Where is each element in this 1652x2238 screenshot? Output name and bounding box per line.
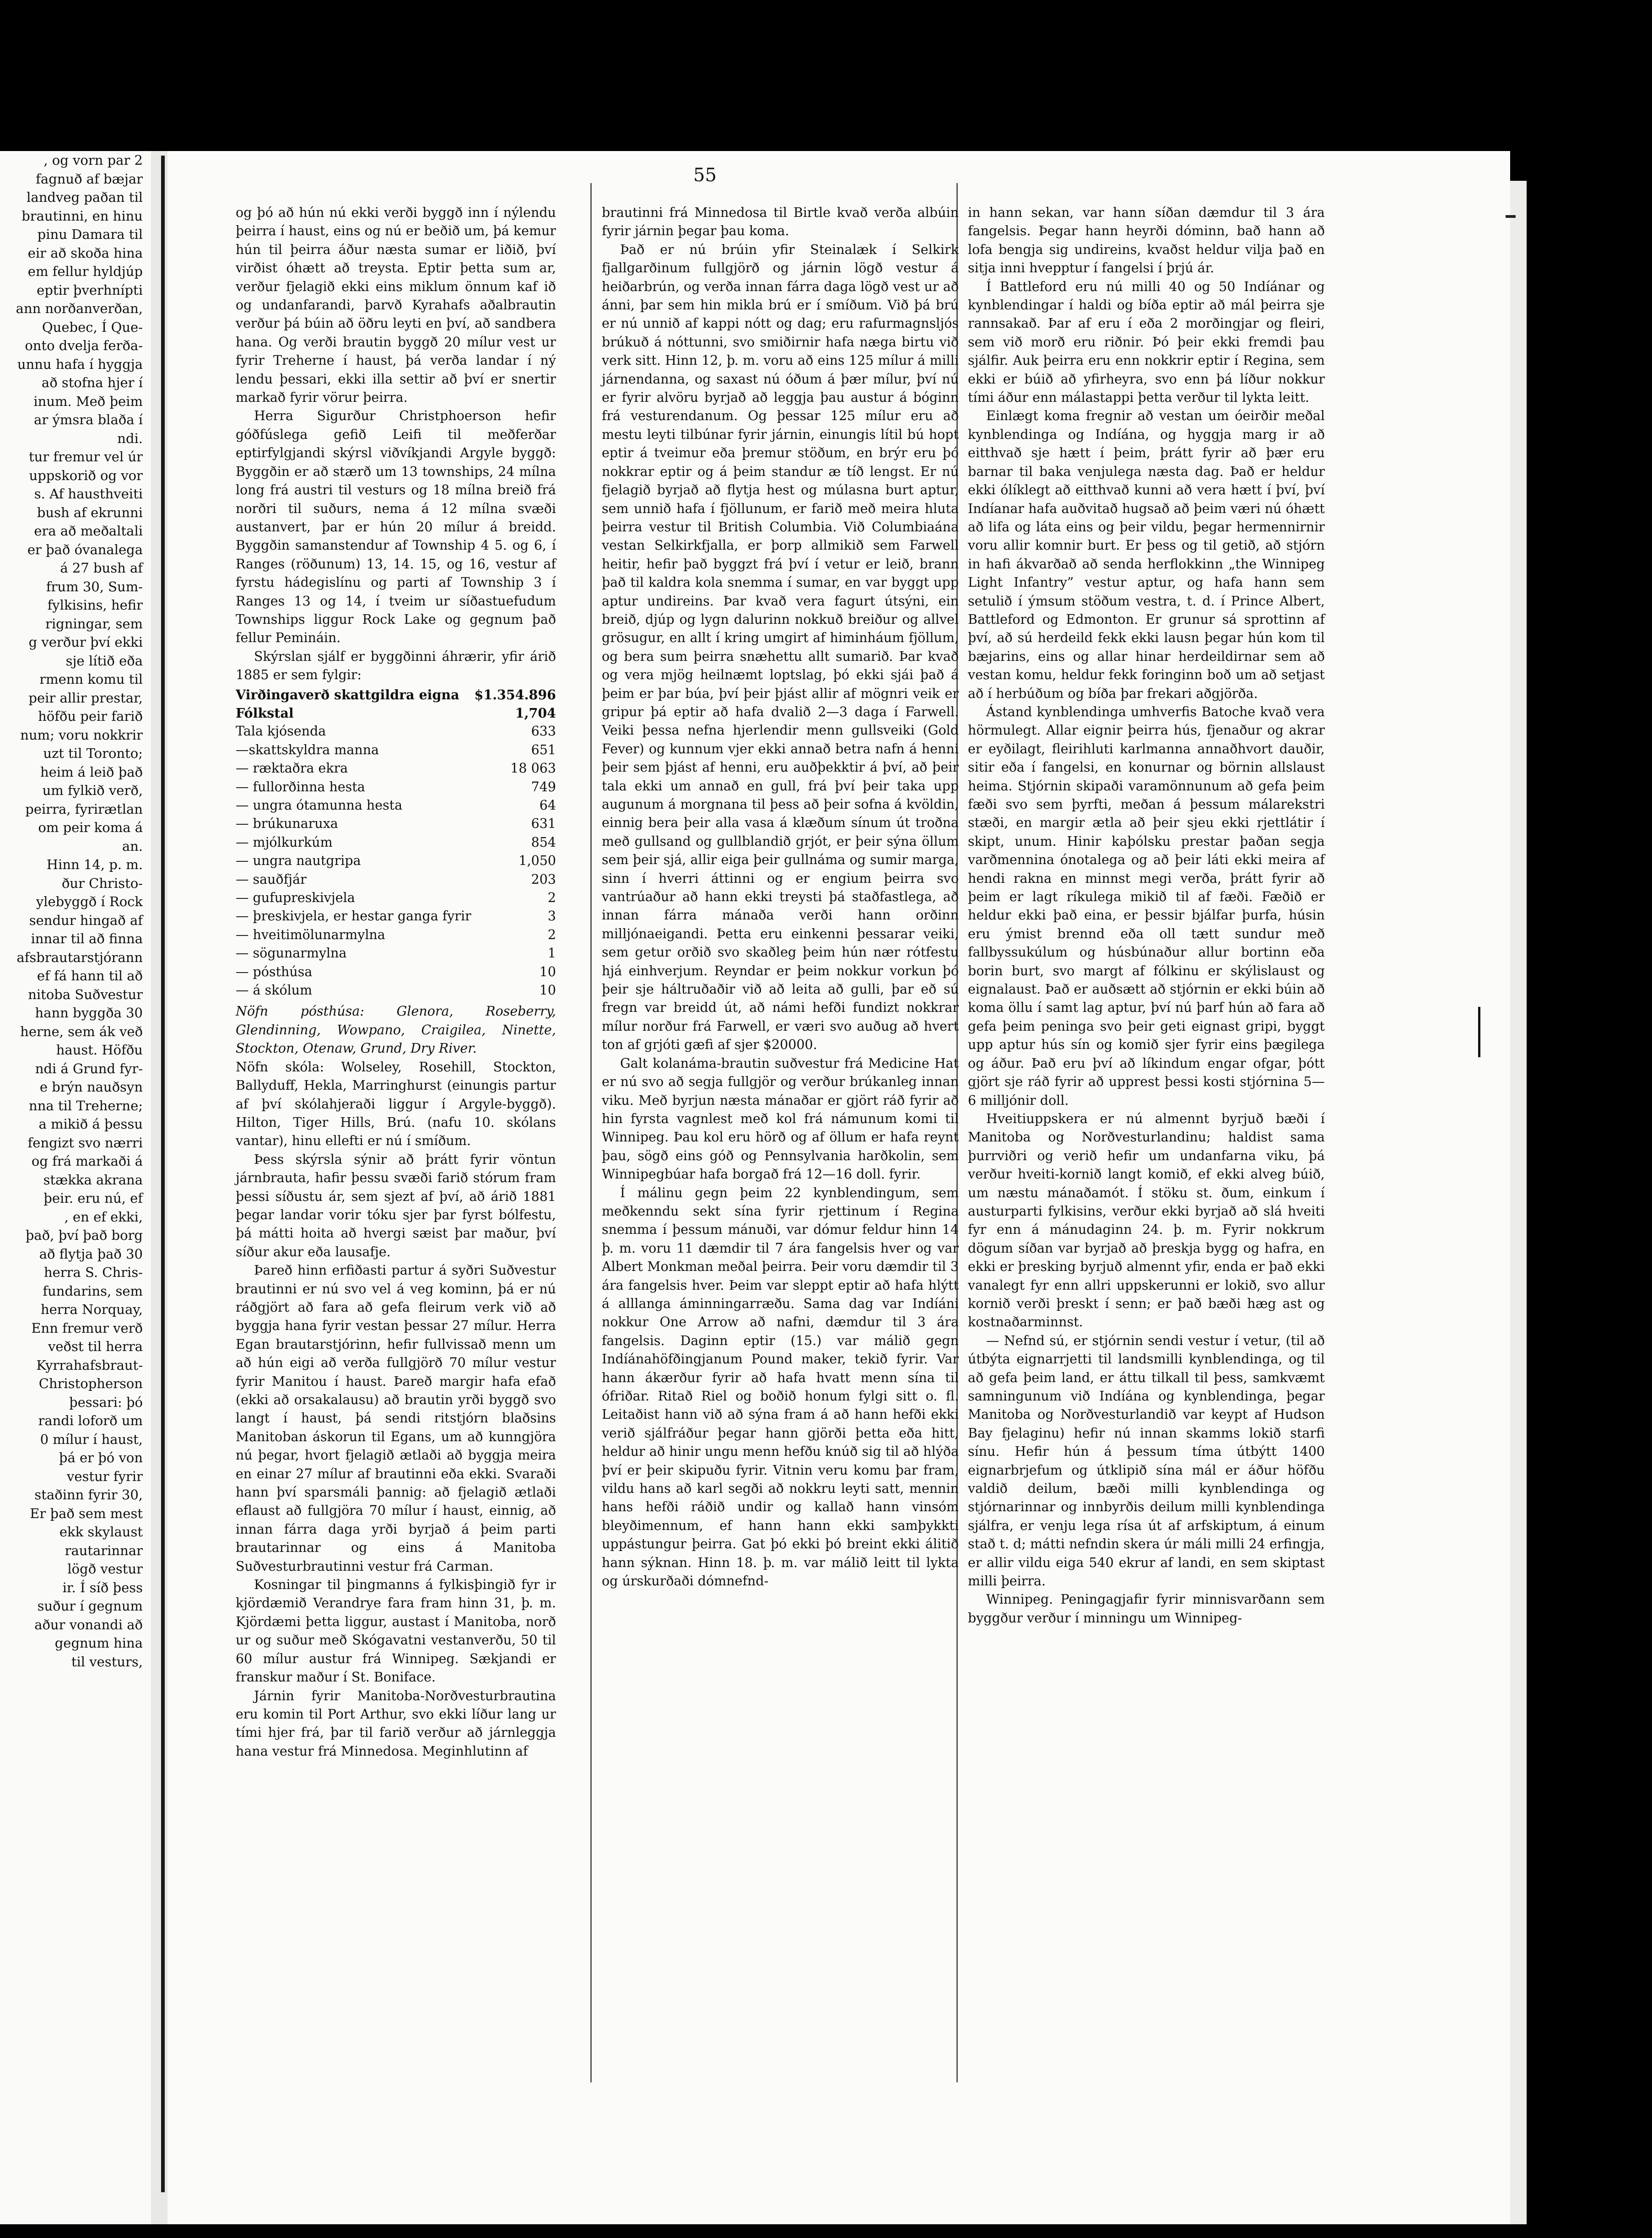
left-page-line: ar ýmsra blaða í: [34, 412, 143, 427]
stat-label: — ræktaðra ekra: [236, 761, 348, 776]
left-page-line: Christopherson: [38, 1376, 143, 1391]
left-page-line: sendur hingað af: [29, 912, 143, 928]
left-page-line: um fylkið verð,: [42, 783, 143, 798]
left-page-line: staðinn fyrir 30,: [34, 1487, 143, 1503]
left-page-line: veðst til herra: [48, 1339, 143, 1354]
left-page-line: þessari: þó: [69, 1394, 143, 1410]
stat-row: [236, 944, 556, 962]
stat-value: 651: [531, 742, 556, 757]
left-page-line: rmenn komu til: [39, 671, 143, 687]
paragraph: Herra Sigurður Christphoerson hefir góðfúslega gefið Leifi til meðferðar eptirfylgjandi skýrsl viðvíkjandi Argyle byggð: Byggðin er að stærð um 13 townships, 24 mílna long frá austri til vesturs og 18 mílna breið frá norðri til suðurs, nema á 12 mílna svæði austanvert, þar er hún 20 mílur á breidd. Byggðin samanstendur af Township 4 5. og 6, í Ranges (röðunum) 13, 14. 15, og 16, vestur af fyrstu hádegislínu og parti af Township 3 í Ranges 13 og 14, í tveim ur síðastuefudum Townships liggur Rock Lake og gegnum það fellur Pemináin.: [236, 408, 556, 646]
stat-label: — brúkunaruxa: [236, 816, 338, 832]
left-page-line: fengizt svo nærri: [27, 1135, 143, 1151]
left-page-line: em fellur hyldjúp: [27, 264, 143, 279]
left-page-line: á 27 bush af: [60, 560, 143, 576]
column-2: [602, 204, 959, 1590]
left-page-line: til vesturs,: [71, 1654, 143, 1670]
stat-label: — á skólum: [236, 983, 313, 998]
left-page-line: s. Af hausthveiti: [34, 486, 143, 502]
stat-row: [236, 741, 556, 759]
left-page-line: g verður því ekki: [28, 634, 143, 650]
left-page-line: þá er þó von: [59, 1450, 143, 1465]
page-edge: [1510, 181, 1527, 2224]
left-page-line: það, því það borg: [25, 1227, 143, 1243]
paragraph: Winnipeg. Peningagjafir fyrir minnisvarðann sem byggður verður í minningu um Winnipeg-: [968, 1592, 1325, 1626]
left-page-line: om peir koma á: [38, 820, 143, 835]
stat-row: [236, 815, 556, 833]
stat-value: 10: [539, 964, 556, 979]
left-page-line: hann byggða 30: [35, 1005, 143, 1021]
left-page-line: herne, sem ák veð: [20, 1023, 143, 1039]
page-gutter: [151, 151, 167, 2224]
stat-value: 1: [547, 946, 556, 961]
left-page-line: randi loforð um: [38, 1413, 143, 1428]
left-page-line: að stofna hjer í: [41, 375, 143, 390]
paragraph: Nöfn skóla: Wolseley, Rosehill, Stockton, Ballyduff, Hekla, Marringhurst (einungis partur af því skólahjeraði liggur í Argyle-byggð). Hilton, Tiger Hills, Brú. (nafu 10. skólans vantar), hinu ellefti er nú í smíðum.: [236, 1059, 556, 1149]
stat-label: Tala kjósenda: [236, 724, 326, 739]
left-page-line: vestur fyrir: [67, 1468, 143, 1484]
left-page-line: ndi á Grund fyr-: [35, 1060, 143, 1076]
stat-row: [236, 704, 556, 722]
left-page-line: e brýn nauðsyn: [39, 1079, 143, 1095]
left-page-line: nitoba Suðvestur: [28, 986, 143, 1002]
stat-value: 749: [531, 779, 556, 795]
stat-label: — ungra ótamunna hesta: [236, 798, 403, 813]
left-page-line: suður í gegnum: [37, 1598, 143, 1614]
stat-value: 633: [531, 724, 556, 739]
left-page-line: fundarins, sem: [43, 1283, 143, 1299]
left-page-line: , en ef ekki,: [64, 1209, 143, 1225]
paragraph: Hveitiuppskera er nú almennt byrjuð bæði í Manitoba og Norðvesturlandinu; haldist sama þurrviðri og verið hefir um undanfarna viku, þá verður hveiti-kornið langt komið, ef ekki alveg búið, um næstu mánaðamót. Í stöku st. ðum, einkum í austurparti fylkisins, verður ekki byrjað að slá hveiti fyr enn á mánudaginn 24. þ. m. Fyrir nokkrum dögum síðan var byrjað að þreskja bygg og hafra, en ekki er þresking byrjuð almennt yfir, enda er það ekki vanalegt fyr enn allri uppskerunni er lokið, svo allur kornið verði þreskt í senn; er það bæði hæg ast og kostnaðarminnst.: [968, 1111, 1325, 1330]
left-page-line: Er það sem mest: [30, 1505, 143, 1521]
paragraph: og þó að hún nú ekki verði byggð inn í nýlendu þeirra í haust, eins og nú er beðið um, þá kemur hún til þeirra áður næsta sumar er liðið, því virðist óhætt að treysta. Eptir þetta sum ar, verður fjelagið ekki eins miklum önnum kaf ið og undanfarandi, þarvð Kyrahafs aðalbrautin verður þá búin að öðru leyti en því, að sandbera hana. Og verði brautin byggð 20 mílur vest ur fyrir Treherne í haust, þá verða landar í ný lendu þessari, ekki illa settir að því er snertir markað fyrir vörur þeirra.: [236, 205, 556, 405]
stat-row: [236, 981, 556, 1000]
left-page-line: tur fremur vel úr: [28, 449, 143, 465]
stat-row: [236, 963, 556, 981]
left-page-line: rautarinnar: [65, 1542, 143, 1558]
left-page-line: innar til að finna: [31, 931, 143, 946]
column-rule: [590, 183, 592, 2082]
left-page-line: ekk skylaust: [59, 1524, 143, 1540]
left-page-line: peir allir prestar,: [28, 690, 143, 706]
stat-row: [236, 759, 556, 778]
left-page-line: er það óvanalega: [27, 541, 143, 557]
stat-row: [236, 833, 556, 852]
left-page-line: uppskorið og vor: [29, 467, 143, 483]
left-page-line: eptir þverhnípti: [37, 282, 143, 298]
stat-value: 18 063: [510, 761, 556, 776]
stat-value: 854: [531, 834, 556, 850]
left-page-line: frum 30, Sum-: [46, 578, 143, 595]
paragraph: in hann sekan, var hann síðan dæmdur til 3 ára fangelsis. Þegar hann heyrði dóminn, bað hann að lofa bengja sig undireins, kvaðst heldur vilja það en sitja inni hvepptur í fangelsi í þrjú ár.: [968, 205, 1325, 276]
stat-label: Virðingaverð skattgildra eigna: [236, 687, 459, 703]
left-page-line: 0 mílur í haust,: [40, 1431, 143, 1447]
stat-row: [236, 889, 556, 907]
left-page-line: aður vonandi að: [34, 1616, 143, 1633]
left-page-fragment: [0, 151, 151, 2224]
left-page-line: Quebec, Í Que-: [42, 319, 143, 335]
stat-row: [236, 870, 556, 889]
column-1: [236, 204, 556, 1761]
paragraph: Kosningar til þingmanns á fylkisþingið fyr ir kjördæmið Verandrye fara fram hinn 31, þ. m. Kjördæmi þetta liggur, austast í Manitoba, norð ur og suður með Skógavatni vestanverðu, 50 til 60 mílur austur frá Winnipeg. Sækjandi er franskur maður í St. Boniface.: [236, 1577, 556, 1685]
left-page-line: uzt til Toronto;: [43, 746, 143, 761]
left-page-line: nna til Treherne;: [29, 1097, 143, 1114]
stat-value: 631: [531, 816, 556, 832]
left-page-line: Kyrrahafsbraut-: [36, 1357, 143, 1373]
paragraph: Í Battleford eru nú milli 40 og 50 Indíánar og kynblendingar í haldi og bíða eptir að mál þeirra sje rannsakað. Þar af eru í eða 2 morðingjar og fleiri, sem við morð eru riðnir. Þó þeir ekki fremdi þau sjálfir. Auk þeirra eru enn nokkrir eptir í Regina, sem ekki er búið að yfirheyra, svo enn þá líður nokkur tími áður enn málastappi þetta verður til lykta leitt.: [968, 279, 1325, 405]
left-page-line: Hinn 14, p. m.: [46, 857, 143, 872]
left-page-line: stækka akrana: [43, 1172, 143, 1188]
paragraph: Það er nú brúin yfir Steinalæk í Selkirk fjallgarðinum fullgjörð og járnin lögð vestur á heiðarbrún, og verða innan fárra daga lögð vest ur að ánni, þar sem hin mikla brú er í smíðum. Við þá brú er nú unnið af kappi nótt og dag; eru rafurmagnsljós brúkuð á nóttunni, svo smiðirnir hafa næga birtu við verk sitt. Hinn 12, þ. m. voru að eins 125 mílur á milli járnendanna, og saxast nú óðum á þær mílur, því nú er fyrir alvöru byrjað að leggja þau austur á bóginn frá vesturendanum. Og þessar 125 mílur eru að mestu leyti tilbúnar fyrir járnin, einungis lítil bú hopt eptir á tveimur eða þremur stöðum, en brýr eru þó nokkrar eptir og á þeim standur æ tíð lengst. Er nú fjelagið byrjað að flytja hest og múlasna burt aptur, sem unnið hafa í fjöllunum, er farið með meira hluta þeirra vestur til British Columbia. Við Columbiaána vestan Selkirkfjalla, er þorp allmikið sem Farwell heitir, hefir það byggzt frá því í vetur er leið, brann það til kaldra kola snemma í sumar, en var byggt upp aptur undireins. Þar kvað vera fagurt útsýni, ein breið, djúp og lygn dalurinn nokkuð breiður og allvel grösugur, en allt í kring umgirt af himinháum fjöllum, og bera sum þeirra snæhettu allt sumarið. Þar kvað og vera mjög heilnæmt loptslag, þó ekki sjái það á þeim er þar búa, því þeir þjást allir af mögnri veik er gripur þá eptir að hafa dvalið 2—3 daga í Farwell. Veiki þessa nefna hjerlendir menn gullsveiki (Gold Fever) og kunnum vjer ekki annað betra nafn á henni þeir sem þjást af henni, eru auðþekktir á því, að þeir tala ekki um annað en gull, frá því þeir taka upp augunum á morgnana til þess að þeir sofna á kvöldin, einnig bera þeir alla vasa á klæðum sínum út troðna með gullsand og gullblandið grjót, er þeir sýna öllum sem þeir sjá, allir eiga þeir gullnáma og sumir marga, sinn í hverri áttinni og er engium þeirra svo vantrúaður að hann ekki treysti þá staðfastlega, að innan fárra mánaða verði hann orðinn milljónaeigandi. Þetta eru einkenni þessarar veiki, sem getur orðið svo skaðleg þeim hún nær rótfestu hjá einhverjum. Reyndar er þeim nokkur vorkun þó þeir sje háltruðaðir við að leita að gulli, þar eð sú fregn var breidd út, að námi hefði fundizt nokkrar mílur norður frá Farwell, er væri svo auðug að hvert ton af grjóti gæfi af sjer $20000.: [602, 242, 959, 1053]
left-page-line: ður Christo-: [61, 875, 143, 891]
stat-label: — þreskivjela, er hestar ganga fyrir: [236, 908, 471, 924]
left-page-line: höfðu peir farið: [38, 708, 143, 724]
stat-row: [236, 926, 556, 944]
left-page-line: fagnuð af bæjar: [36, 171, 143, 187]
paragraph: brautinni frá Minnedosa til Birtle kvað verða albúin fyrir járnin þegar þau koma.: [602, 205, 959, 239]
stat-row: [236, 722, 556, 741]
left-page-line: að flytja það 30: [39, 1246, 143, 1262]
paragraph: Galt kolanáma-brautin suðvestur frá Medicine Hat er nú svo að segja fullgjör og verður brúkanleg innan viku. Með byrjun næsta mánaðar er gjört ráð fyrir að hin fyrsta vagnlest með kol frá námunum komi til Winnipeg. Þau kol eru hörð og af öllum er hafa reynt þau, sögð eins góð og Pennsylvania harðkolin, sem Winnipegbúar hafa borgað frá 12—16 doll. fyrir.: [602, 1055, 959, 1182]
left-page-line: eir að skoða hina: [27, 245, 143, 261]
left-page-line: rigningar, sem: [45, 616, 143, 632]
left-page-line: ir. Í síð þess: [62, 1579, 143, 1595]
stat-label: — sögunarmylna: [236, 946, 347, 961]
paragraph: Ástand kynblendinga umhverfis Batoche kvað vera hörmulegt. Allar eignir þeirra hús, fjenaður og akrar er eyðilagt, fleirihluti karlmanna annaðhvort dauðir, sitir eða í fangelsi, en konurnar og börnin allslaust heima. Stjórnin skipaði varamönnunum að gefa þeim fæði svo sem þyrfti, meðan á þessum málarekstri stæði, en margir ætla að þeir sjeu ekki rjettlátir í skipt, unum. Hinir kaþólsku prestar þaðan segja varðmennina ónotalega og að þeir láti ekki meira af hendi rakna en minnst megi verða, þrátt fyrir að þeim er lagt ríkulega mikið til af fæði. Fæðið er heldur ekki það eina, er þessir bjálfar þurfa, húsin eru ýmist brennd eða oll tætt sundur með fallbyssukúlum og húsbúnaður allur bortinn eða borin burt, svo margt af fólkinu er skýlislaust og eignalaust. Það er auðsætt að stjórnin er ekki búin að koma öllu í samt lag aptur, því nú þarf hún að fara að gefa þeim peninga svo þeir geti eignast gripi, byggt upp aptur hús sín og komið sjer fyrir eins þægilega og áður. Það eru því að líkindum engar ofgar, þótt gjört sje ráð fyrir að upprest þessi kosti stjórnina 5—6 milljónir doll.: [968, 704, 1325, 1108]
stat-label: — mjólkurkúm: [236, 834, 333, 850]
paragraph: Járnin fyrir Manitoba-Norðvesturbrautina eru komin til Port Arthur, svo ekki líður lang ur tími hjer frá, þar til farið verður að járnleggja hana vestur frá Minnedosa. Meginhlutinn af: [236, 1688, 556, 1759]
stat-row: [236, 686, 556, 704]
left-page-line: landveg paðan til: [27, 189, 143, 205]
left-page-line: , og vorn par 2: [43, 152, 143, 168]
stat-label: — sauðfjár: [236, 871, 307, 887]
edge-mark: [1506, 215, 1516, 218]
left-page-line: ef fá hann til að: [37, 968, 143, 984]
left-page-line: an.: [122, 838, 143, 854]
left-page-line: þeir. eru nú, ef: [43, 1190, 143, 1206]
paragraph: Þareð hinn erfiðasti partur á syðri Suðvestur brautinni er nú svo vel á veg kominn, þá er nú ráðgjört að fara að gefa fleirum verk við að byggja hana fyrir vestan þessar 27 mílur. Herra Egan brautarstjórinn, hefir fullvissað menn um að hún eigi að verða fullgjörð 70 mílur vestur fyrir Manitou í haust. Þareð margir hafa efað (ekki að orsakalausu) að brautin yrði byggð svo langt í haust, þá sendi ritstjórn blaðsins Manitoban áskorun til Egans, um að kunngjöra nú þegar, hvort fjelagið ætlaði að byggja meira en einar 27 mílur af brautinni eða ekki. Svaraði hann því sparsmáli þannig: að fjelagið ætlaði eflaust að fullgjöra 70 mílur í haust, einnig, að innan fárra daga yrði byrjað á þeim parti brautarinnar og eins á Manitoba Suðvesturbrautinni vestur frá Carman.: [236, 1263, 556, 1574]
stat-value: 2: [547, 927, 556, 942]
paragraph: Nöfn pósthúsa: Glenora, Roseberry, Glendinning, Wowpano, Craigilea, Ninette, Stockton, Otenaw, Grund, Dry River.: [236, 1004, 556, 1056]
left-page-line: onto dvelja ferða-: [25, 338, 143, 353]
left-page-line: a mikið á þessu: [38, 1116, 143, 1132]
stat-row: [236, 907, 556, 925]
left-page-line: haust. Höfðu: [56, 1042, 143, 1058]
binding-rule: [161, 156, 165, 2192]
paragraph: Þess skýrsla sýnir að þrátt fyrir vöntun járnbrauta, hafir þessu svæði farið stórum fram þessi síðustu ár, sem sjezt af því, að árið 1881 þegar landar vorir tóku sjer þar fyrst bólfestu, þá mátti hoita að hvergi sæist þar maður, því síður akur eða lausafje.: [236, 1151, 556, 1260]
left-page-line: heim á leið það: [40, 764, 143, 780]
stat-value: 1,050: [518, 853, 556, 869]
stat-label: — pósthúsa: [236, 964, 313, 979]
left-page-line: ylebyggð í Rock: [36, 894, 143, 909]
stat-row: [236, 778, 556, 796]
stat-value: 3: [547, 908, 556, 924]
left-page-line: era að meðaltali: [34, 523, 143, 539]
stat-value: 2: [547, 890, 556, 906]
stat-row: [236, 796, 556, 815]
stat-value: 10: [539, 983, 556, 998]
left-page-line: num; voru nokkrir: [20, 727, 143, 743]
column-3: [968, 204, 1325, 1627]
page-number: 55: [693, 165, 717, 186]
paragraph: Einlægt koma fregnir að vestan um óeirðir meðal kynblendinga og Indíána, og hyggja marg ir að eitthvað sje hætt í þeim, þrátt fyrir að þær eru barnar til baka venjulega næsta dag. Það er heldur ekki ólíklegt að eitthvað kunni að vera hætt í því, því Indíanar hafa auðvitað hugsað að þeim væri nú óhætt að lifa og láta eins og þeir vildu, þegar hermennirnir voru allir komnir burt. Er þess og til getið, að stjórn in hafi ákvarðað að senda herflokkinn „the Winnipeg Light Infantry” vestur aptur, og hafa hann sem setulið í ýmsum stöðum vestra, t. d. í Prince Albert, Battleford og Edmonton. Er grunur sá sprottinn af því, að sú herdeild fekk ekki lausn þegar hún kom til bæjarins, eins og allar hinar herdeildirnar sem að vestan komu, heldur fekk foringinn boð um að setjast að í herbúðum og bíða þar frekari aðgjörða.: [968, 408, 1325, 701]
left-page-line: herra S. Chris-: [43, 1265, 143, 1280]
stat-label: —skattskyldra manna: [236, 742, 379, 757]
stat-label: — gufupreskivjela: [236, 890, 355, 906]
left-page-line: pinu Damara til: [37, 227, 143, 242]
paragraph: Í málinu gegn þeim 22 kynblendingum, sem meðkenndu sekt sína fyrir rjettinum í Regina snemma í þessum mánuði, var dómur feldur hinn 14 þ. m. voru 11 dæmdir til 7 ára fangelsis hver og var Albert Monkman meðal þeirra. Þeir voru dæmdir til 3 ára fangelsis hver. Þeim var sleppt eptir að hafa hlýtt á alllanga áminningarræðu. Sama dag var Indíáni nokkur One Arrow að nafni, dæmdur til 3 ára fangelsis. Daginn eptir (15.) var málið gegn Indíánahöfðingjanum Pound maker, tekið fyrir. Var hann ákærður fyrir að hafa hvatt menn sína til ófriðar. Ritað Riel og boðið honum fylgi sitt o. fl. Leitaðist hann við að sýna fram á að hann hefði ekki verið sjálfráður þegar hann gjörði þetta eða hitt, heldur að hinir ungu menn hefðu knúð sig til að hlýða því er þeir skipuðu fyrir. Vitnin veru komu þar fram, vildu hans að karl segði að nokkru leyti satt, mennin hans hefði ráðið undir og kallað hann vinsóm bleyðimennum, ef hann hann ekki samþykkti uppástungur þeirra. Gat þó ekki þó breint ekki álitið hann sýknan. Hinn 18. þ. m. var málið leitt til lykta og úrskurðaði dómnefnd-: [602, 1185, 959, 1589]
left-page-line: og frá markaði á: [31, 1153, 143, 1169]
stat-value: $1.354.896: [474, 687, 556, 703]
left-page-line: afsbrautarstjórann: [16, 949, 143, 965]
left-page-line: Enn fremur verð: [31, 1320, 143, 1336]
stat-value: 203: [531, 871, 556, 887]
margin-mark: [1478, 1007, 1480, 1057]
left-page-line: lögð vestur: [67, 1561, 143, 1577]
stat-label: — fullorðinna hesta: [236, 779, 365, 795]
paragraph: Skýrslan sjálf er byggðinni áhrærir, yfir árið 1885 er sem fylgir:: [236, 649, 556, 683]
left-page-line: peirra, fyrirætlan: [25, 801, 143, 817]
left-page-line: fylkisins, hefir: [47, 597, 143, 613]
stat-row: [236, 852, 556, 870]
stat-value: 64: [539, 798, 556, 813]
left-page-line: unnu hafa í hyggja: [17, 356, 143, 372]
stat-value: 1,704: [515, 705, 556, 721]
left-page-line: ndi.: [117, 430, 143, 446]
statistics-table: [236, 686, 556, 1000]
stat-label: — hveitimölunarmylna: [236, 927, 385, 942]
left-page-line: inum. Með þeim: [33, 393, 143, 409]
left-page-line: herra Norquay,: [40, 1302, 143, 1317]
left-page-line: sje lítið eða: [65, 653, 143, 669]
stat-label: — ungra nautgripa: [236, 853, 361, 869]
left-page-line: gegnum hina: [54, 1635, 143, 1651]
paragraph: — Nefnd sú, er stjórnin sendi vestur í vetur, (til að útbýta eignarrjetti til landsmilli kynblendinga, og til að gefa þeim land, er áttu tilkall til þess, samkvæmt samningunum við Indíána og kynblendinga, þegar Manitoba og Norðvesturlandið var keypt af Hudson Bay fjelaginu) hefir nú innan skamms lokið starfi sínu. Hefir hún á þessum tíma útbýtt 1400 eignarbrjefum og útklipið sína mál er áður höfðu valdið deilum, bæði milli kynblendinga og stjórnarinnar og innbyrðis deilum milli kynblendinga sjálfra, er venju lega rísa út af arfskiptum, á einum stað t. d; mátti nefndin skera úr máli milli 24 erfingja, er allir vildu eiga 540 ekrur af landi, en sem skiptast milli þeirra.: [968, 1333, 1325, 1589]
left-page-line: brautinni, en hinu: [22, 208, 143, 224]
stat-label: Fólkstal: [236, 705, 294, 721]
left-page-line: ann norðanverðan,: [16, 301, 143, 316]
left-page-line: bush af ekrunni: [37, 504, 143, 520]
